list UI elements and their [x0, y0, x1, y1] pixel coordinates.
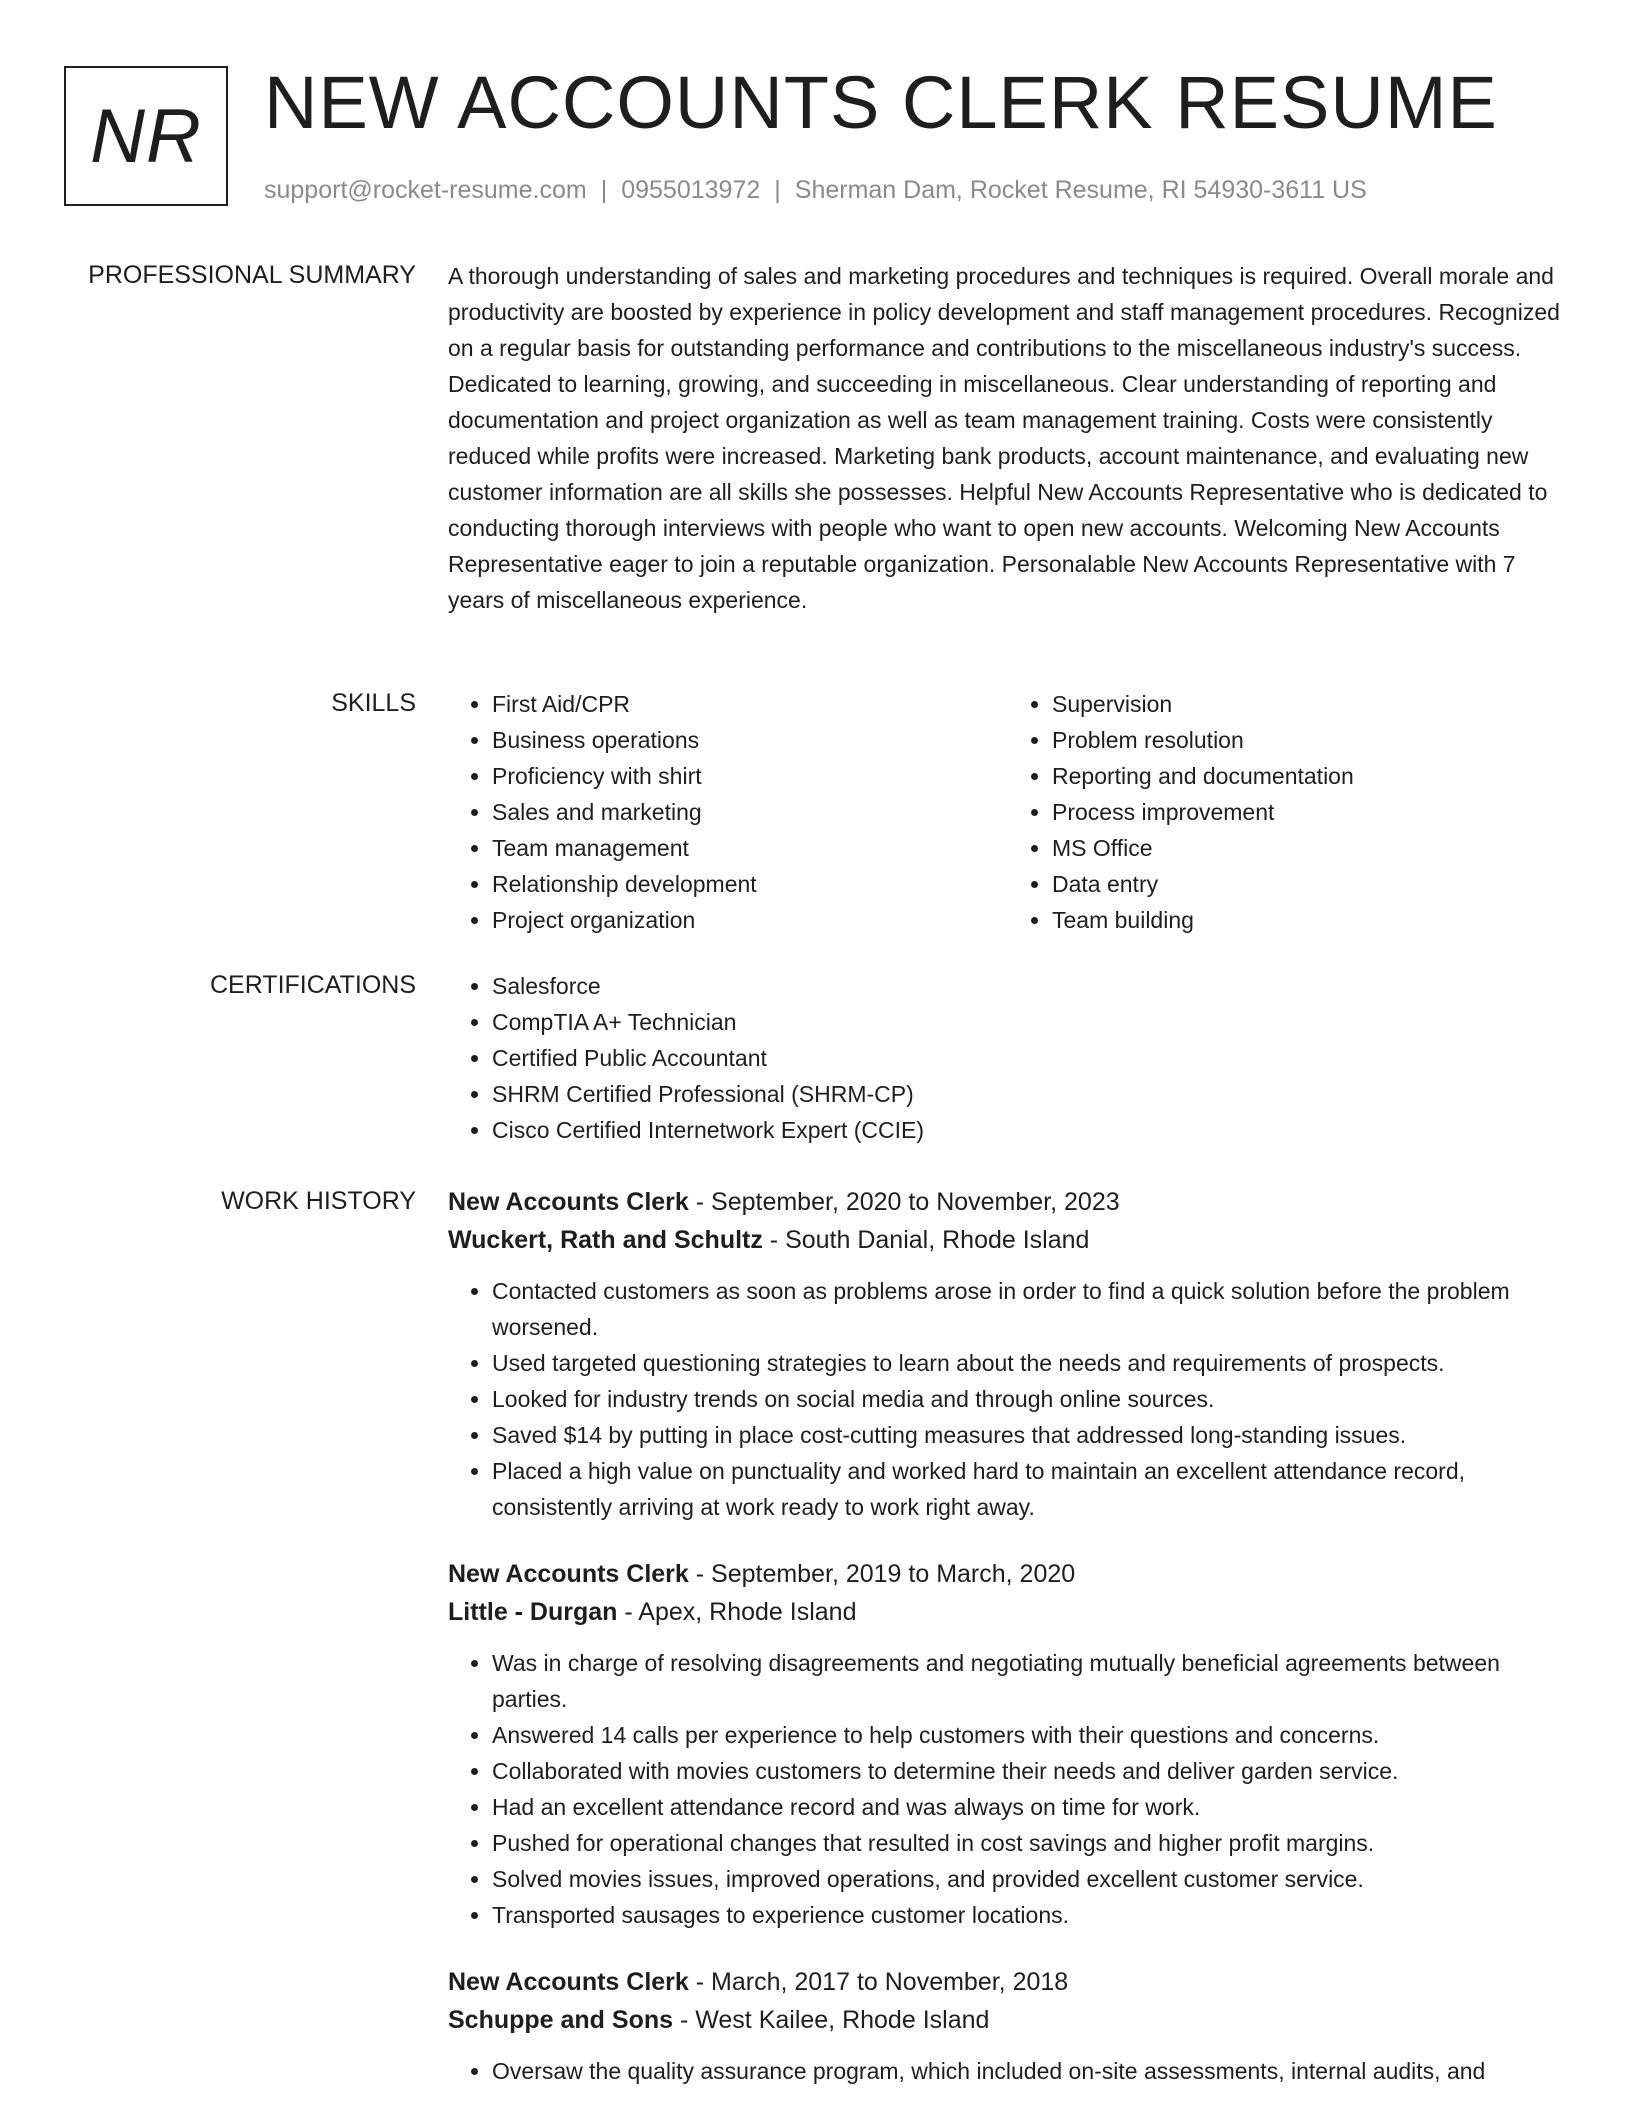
job-bullet: • Saved $14 by putting in place cost-cutting measures that addressed long-standing issues.	[492, 1417, 1568, 1453]
monogram-badge: NR	[64, 66, 228, 206]
skills-list-left	[448, 686, 1008, 938]
job-title-line	[448, 1183, 1568, 1221]
contact-phone: 0955013972	[621, 176, 761, 204]
job-bullets	[448, 1645, 1568, 1933]
job-company: Wuckert, Rath and Schultz	[448, 1226, 763, 1254]
job-bullet: • Transported sausages to experience customer locations.	[492, 1897, 1568, 1933]
skill-item: • Supervision	[1052, 686, 1568, 722]
contact-address: Sherman Dam, Rocket Resume, RI 54930-3611 US	[794, 176, 1367, 204]
job-entry	[448, 1183, 1568, 1525]
job-company: Schuppe and Sons	[448, 2006, 674, 2034]
job-title: New Accounts Clerk	[448, 1188, 689, 1216]
job-entry	[448, 1555, 1568, 1933]
job-bullet: • Solved movies issues, improved operations, and provided excellent customer service.	[492, 1861, 1568, 1897]
job-company-line	[448, 1593, 1568, 1631]
contact-line	[264, 173, 1367, 207]
contact-separator: |	[774, 176, 781, 204]
job-bullet: • Contacted customers as soon as problems arose in order to find a quick solution before the problem worsened.	[492, 1273, 1568, 1345]
skill-item: • Proficiency with shirt	[492, 758, 1008, 794]
skill-item: • Data entry	[1052, 866, 1568, 902]
summary-text: A thorough understanding of sales and marketing procedures and techniques is required. Overall morale and productivity are boosted by experience in policy development and staff management procedures. Recognized on a regular basis for outstanding performance and contributions to the miscellaneous industry's success. Dedicated to learning, growing, and succeeding in miscellaneous. Clear understanding of reporting and documentation and project organization as well as team management training. Costs were consistently reduced while profits were increased. Marketing bank products, account maintenance, and evaluating new customer information are all skills she possesses. Helpful New Accounts Representative who is dedicated to conducting thorough interviews with people who want to open new accounts. Welcoming New Accounts Representative eager to join a reputable organization. Personalable New Accounts Representative with 7 years of miscellaneous experience.	[448, 263, 1560, 613]
job-company: Little - Durgan	[448, 1598, 618, 1626]
certification-item: • Salesforce	[492, 968, 1568, 1004]
work-history-label: WORK HISTORY	[221, 1187, 416, 1215]
job-dates: - September, 2019 to March, 2020	[688, 1560, 1076, 1588]
skill-item: • MS Office	[1052, 830, 1568, 866]
job-location: - West Kailee, Rhode Island	[673, 2006, 990, 2034]
skill-item: • Problem resolution	[1052, 722, 1568, 758]
job-bullet: • Had an excellent attendance record and was always on time for work.	[492, 1789, 1568, 1825]
job-bullet: • Oversaw the quality assurance program, which included on-site assessments, internal audits, and	[492, 2053, 1568, 2089]
job-bullet: • Answered 14 calls per experience to help customers with their questions and concerns.	[492, 1717, 1568, 1753]
job-entry	[448, 1963, 1568, 2089]
certifications-label: CERTIFICATIONS	[209, 971, 416, 999]
job-title-line	[448, 1555, 1568, 1593]
job-bullet: • Was in charge of resolving disagreements and negotiating mutually beneficial agreements between parties.	[492, 1645, 1568, 1717]
skill-item: • Process improvement	[1052, 794, 1568, 830]
job-dates: - March, 2017 to November, 2018	[688, 1968, 1069, 1996]
job-location: - Apex, Rhode Island	[617, 1598, 857, 1626]
resume-title: NEW ACCOUNTS CLERK RESUME	[264, 61, 1498, 144]
skills-list-right	[1008, 686, 1568, 938]
work-history-section	[448, 1183, 1568, 2112]
skill-item: • Relationship development	[492, 866, 1008, 902]
skills-grid	[448, 686, 1568, 938]
skill-item: • Project organization	[492, 902, 1008, 938]
job-company-line	[448, 2001, 1568, 2039]
contact-separator: |	[600, 176, 608, 204]
job-bullet: • Placed a high value on punctuality and worked hard to maintain an excellent attendance record, consistently arriving at work ready to work right away.	[492, 1453, 1568, 1525]
certifications-list	[448, 968, 1568, 1148]
job-title-line	[448, 1963, 1568, 2001]
job-location: - South Danial, Rhode Island	[762, 1226, 1090, 1254]
job-bullets	[448, 2053, 1568, 2089]
contact-email: support@rocket-resume.com	[264, 176, 587, 204]
job-title: New Accounts Clerk	[448, 1560, 689, 1588]
skill-item: • Team management	[492, 830, 1008, 866]
job-bullet: • Collaborated with movies customers to determine their needs and deliver garden service.	[492, 1753, 1568, 1789]
certification-item: • Cisco Certified Internetwork Expert (CCIE)	[492, 1112, 1568, 1148]
skill-item: • First Aid/CPR	[492, 686, 1008, 722]
skills-section	[448, 686, 1568, 938]
skill-item: • Team building	[1052, 902, 1568, 938]
job-bullet: • Used targeted questioning strategies to learn about the needs and requirements of prospects.	[492, 1345, 1568, 1381]
job-bullet: • Pushed for operational changes that resulted in cost savings and higher profit margins.	[492, 1825, 1568, 1861]
certification-item: • CompTIA A+ Technician	[492, 1004, 1568, 1040]
summary-section	[448, 258, 1568, 618]
certification-item: • SHRM Certified Professional (SHRM-CP)	[492, 1076, 1568, 1112]
job-bullets	[448, 1273, 1568, 1525]
skills-label: SKILLS	[331, 689, 416, 717]
job-company-line	[448, 1221, 1568, 1259]
certification-item: • Certified Public Accountant	[492, 1040, 1568, 1076]
job-dates: - September, 2020 to November, 2023	[688, 1188, 1120, 1216]
job-bullet: • Looked for industry trends on social media and through online sources.	[492, 1381, 1568, 1417]
summary-label: PROFESSIONAL SUMMARY	[88, 261, 416, 289]
skill-item: • Business operations	[492, 722, 1008, 758]
skill-item: • Sales and marketing	[492, 794, 1008, 830]
job-title: New Accounts Clerk	[448, 1968, 689, 1996]
certifications-section	[448, 968, 1568, 1148]
skill-item: • Reporting and documentation	[1052, 758, 1568, 794]
